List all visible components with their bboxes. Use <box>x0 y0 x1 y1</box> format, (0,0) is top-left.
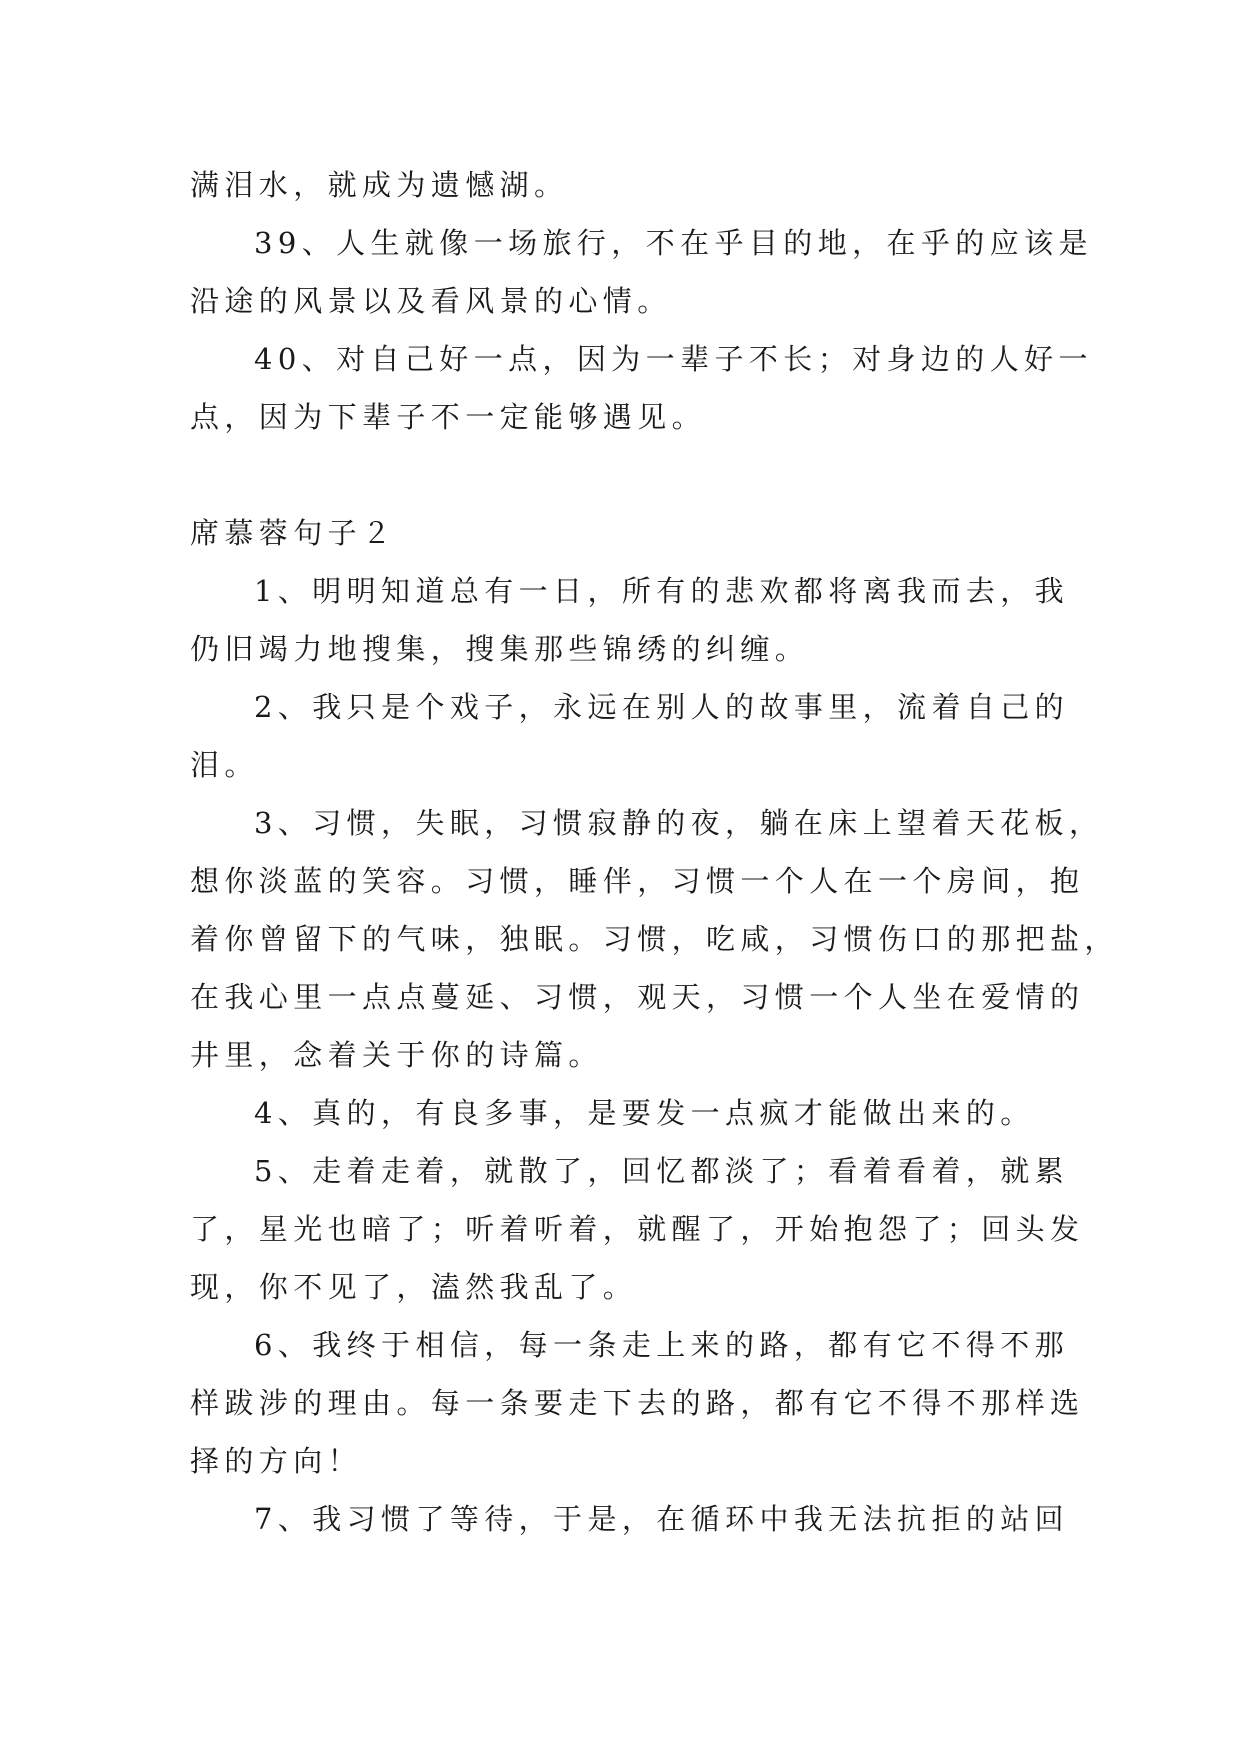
text-line: 7、我习惯了等待，于是，在循环中我无法抗拒的站回 <box>254 1502 1070 1536</box>
text-line: 现，你不见了，溘然我乱了。 <box>190 1270 638 1304</box>
text-line: 仍旧竭力地搜集，搜集那些锦绣的纠缠。 <box>190 632 810 666</box>
text-line: 点，因为下辈子不一定能够遇见。 <box>190 400 707 434</box>
text-line: 样跋涉的理由。每一条要走下去的路，都有它不得不那样选 <box>190 1386 1085 1420</box>
document-page <box>190 156 1119 1548</box>
section-heading: 席慕蓉句子２ <box>190 516 397 550</box>
text-line: 3、习惯，失眠，习惯寂静的夜，躺在床上望着天花板， <box>254 806 1104 840</box>
text-line: 泪。 <box>190 748 259 782</box>
text-line: 想你淡蓝的笑容。习惯，睡伴，习惯一个人在一个房间，抱 <box>190 864 1085 898</box>
text-line: 2、我只是个戏子，永远在别人的故事里，流着自己的 <box>254 690 1070 724</box>
section-gap <box>190 446 1050 504</box>
text-line: 了，星光也暗了；听着听着，就醒了，开始抱怨了；回头发 <box>190 1212 1085 1246</box>
text-line: 39、人生就像一场旅行，不在乎目的地，在乎的应该是 <box>254 226 1093 260</box>
text-line: 井里，念着关于你的诗篇。 <box>190 1038 603 1072</box>
text-line: 着你曾留下的气味，独眠。习惯，吃咸，习惯伤口的那把盐， <box>190 922 1119 956</box>
text-line: 4、真的，有良多事，是要发一点疯才能做出来的。 <box>254 1096 1035 1130</box>
text-line: 40、对自己好一点，因为一辈子不长；对身边的人好一 <box>254 342 1093 376</box>
text-line: 6、我终于相信，每一条走上来的路，都有它不得不那 <box>254 1328 1070 1362</box>
text-line: 沿途的风景以及看风景的心情。 <box>190 284 672 318</box>
text-line: 1、明明知道总有一日，所有的悲欢都将离我而去，我 <box>254 574 1070 608</box>
text-line: 择的方向！ <box>190 1444 363 1478</box>
text-line: 5、走着走着，就散了，回忆都淡了；看着看着，就累 <box>254 1154 1070 1188</box>
text-line: 在我心里一点点蔓延、习惯，观天，习惯一个人坐在爱情的 <box>190 980 1085 1014</box>
text-line: 满泪水，就成为遗憾湖。 <box>190 168 569 202</box>
